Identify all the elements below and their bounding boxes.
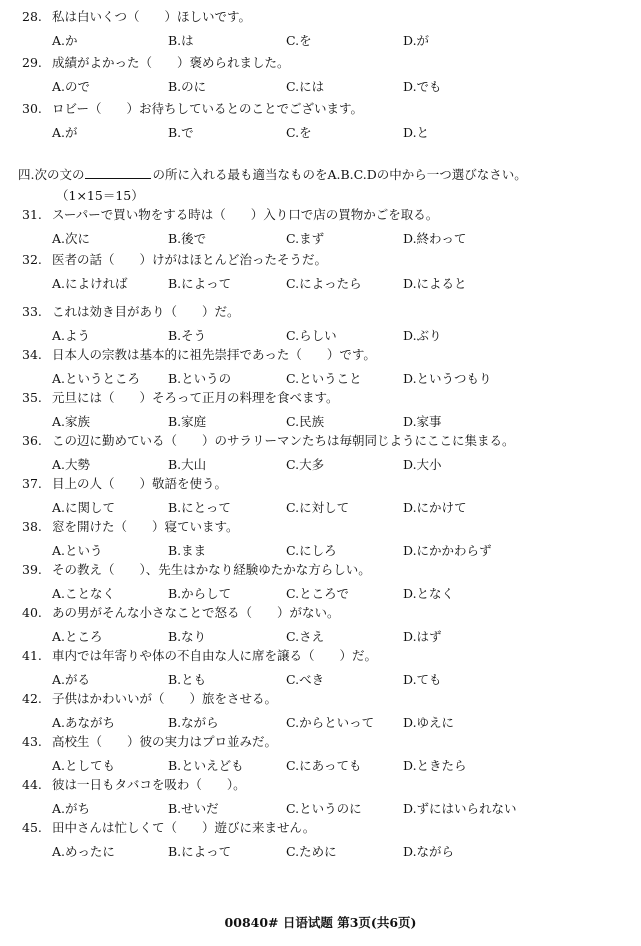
option-d: D.ても — [403, 672, 442, 687]
question-text: 私は白いくつ（ ）ほしいです。 — [52, 9, 252, 24]
option-c: C.を — [286, 33, 312, 48]
options-row — [0, 628, 641, 646]
option-d: D.にかけて — [403, 500, 467, 515]
option-a: A.という — [52, 543, 103, 558]
option-b: B.からして — [168, 586, 232, 601]
option-b: B.まま — [168, 543, 207, 558]
question-text: 子供はかわいいが（ ）旅をさせる。 — [52, 691, 278, 706]
option-d: D.となく — [403, 586, 455, 601]
option-c: C.からといって — [286, 715, 375, 730]
option-a: A.か — [52, 33, 78, 48]
options-row — [0, 32, 641, 50]
option-d: D.はず — [403, 629, 442, 644]
option-d: D.でも — [403, 79, 442, 94]
question-text: この辺に勤めている（ ）のサラリーマンたちは毎朝同じようにここに集まる。 — [52, 433, 515, 448]
option-d: D.ゆえに — [403, 715, 455, 730]
option-a: A.がち — [52, 801, 91, 816]
question-row — [0, 690, 641, 708]
question-number: 44. — [22, 777, 42, 792]
option-b: B.というの — [168, 371, 232, 386]
question-row — [0, 733, 641, 751]
options-row — [0, 499, 641, 517]
question-number: 30. — [22, 101, 42, 116]
question-number: 36. — [22, 433, 42, 448]
question-row — [0, 206, 641, 224]
question-text: 彼は一日もタバコを吸わ（ ）。 — [52, 777, 246, 792]
option-d: D.にかかわらず — [403, 543, 492, 558]
option-a: A.としても — [52, 758, 116, 773]
question-number: 43. — [22, 734, 42, 749]
options-row — [0, 671, 641, 689]
question-text: ロビー（ ）お待ちしているとのことでございます。 — [52, 101, 364, 116]
option-c: C.まず — [286, 231, 325, 246]
options-row — [0, 800, 641, 818]
option-b: B.は — [168, 33, 194, 48]
option-d: D.というつもり — [403, 371, 492, 386]
option-a: A.よう — [52, 328, 91, 343]
option-b: B.で — [168, 125, 194, 140]
option-c: C.ということ — [286, 371, 362, 386]
option-c: C.べき — [286, 672, 325, 687]
option-a: A.というところ — [52, 371, 141, 386]
question-text: あの男がそんな小さなことで怒る（ ）がない。 — [52, 605, 340, 620]
options-row — [0, 370, 641, 388]
question-row — [0, 251, 641, 269]
options-row — [0, 757, 641, 775]
option-b: B.後で — [168, 231, 207, 246]
section-heading — [0, 166, 641, 184]
option-a: A.次に — [52, 231, 91, 246]
option-b: B.大山 — [168, 457, 207, 472]
options-row — [0, 585, 641, 603]
question-row — [0, 389, 641, 407]
option-b: B.によって — [168, 276, 232, 291]
question-text: 日本人の宗教は基本的に祖先崇拝であった（ ）です。 — [52, 347, 376, 362]
question-row — [0, 54, 641, 72]
question-number: 40. — [22, 605, 42, 620]
option-b: B.のに — [168, 79, 207, 94]
options-row — [0, 542, 641, 560]
question-number: 32. — [22, 252, 42, 267]
option-d: D.ずにはいられない — [403, 801, 517, 816]
options-row — [0, 327, 641, 345]
option-c: C.らしい — [286, 328, 337, 343]
question-text: これは効き目があり（ ）だ。 — [52, 304, 240, 319]
options-row — [0, 78, 641, 96]
question-row — [0, 346, 641, 364]
question-number: 35. — [22, 390, 42, 405]
option-c: C.によったら — [286, 276, 362, 291]
blank-underline — [85, 167, 151, 179]
section-title-suffix: の所に入れる最も適当なものをA.B.C.Dの中から一つ選びなさい。 — [152, 167, 527, 182]
option-d: D.ながら — [403, 844, 455, 859]
question-row — [0, 475, 641, 493]
question-row — [0, 561, 641, 579]
option-c: C.にしろ — [286, 543, 337, 558]
options-row — [0, 714, 641, 732]
question-number: 37. — [22, 476, 42, 491]
page-footer: 00840# 日语试题 第3页(共6页) — [224, 915, 417, 930]
option-c: C.さえ — [286, 629, 325, 644]
option-b: B.ながら — [168, 715, 219, 730]
question-text: 窓を開けた（ ）寝ています。 — [52, 519, 239, 534]
question-number: 34. — [22, 347, 42, 362]
question-text: スーパーで買い物をする時は（ ）入り口で店の買物かごを取る。 — [52, 207, 439, 222]
options-row — [0, 413, 641, 431]
question-row — [0, 518, 641, 536]
option-c: C.を — [286, 125, 312, 140]
option-b: B.によって — [168, 844, 232, 859]
question-row — [0, 819, 641, 837]
option-d: D.によると — [403, 276, 467, 291]
question-number: 42. — [22, 691, 42, 706]
section-title-prefix: 四.次の文の — [18, 167, 85, 182]
options-row — [0, 843, 641, 861]
option-c: C.にあっても — [286, 758, 362, 773]
option-d: D.家事 — [403, 414, 442, 429]
question-text: 成績がよかった（ ）褒められました。 — [52, 55, 290, 70]
option-c: C.には — [286, 79, 325, 94]
option-c: C.民族 — [286, 414, 325, 429]
question-row — [0, 100, 641, 118]
option-b: B.といえども — [168, 758, 244, 773]
option-d: D.と — [403, 125, 430, 140]
option-a: A.が — [52, 125, 78, 140]
question-text: 車内では年寄りや体の不自由な人に席を譲る（ ）だ。 — [52, 648, 378, 663]
option-d: D.ときたら — [403, 758, 467, 773]
question-number: 31. — [22, 207, 42, 222]
option-d: D.が — [403, 33, 430, 48]
option-a: A.に関して — [52, 500, 116, 515]
option-d: D.終わって — [403, 231, 467, 246]
option-b: B.そう — [168, 328, 207, 343]
question-number: 29. — [22, 55, 42, 70]
question-row — [0, 604, 641, 622]
option-a: A.によければ — [52, 276, 128, 291]
option-a: A.家族 — [52, 414, 91, 429]
options-row — [0, 230, 641, 248]
option-a: A.めったに — [52, 844, 115, 859]
option-a: A.ので — [52, 79, 91, 94]
question-number: 45. — [22, 820, 42, 835]
option-a: A.あながち — [52, 715, 116, 730]
section-score-line — [0, 187, 641, 205]
option-b: B.とも — [168, 672, 207, 687]
question-number: 33. — [22, 304, 42, 319]
question-number: 28. — [22, 9, 42, 24]
option-c: C.ために — [286, 844, 337, 859]
question-number: 38. — [22, 519, 42, 534]
question-text: 高校生（ ）彼の実力はプロ並みだ。 — [52, 734, 278, 749]
option-a: A.大勢 — [52, 457, 91, 472]
question-row — [0, 432, 641, 450]
options-row — [0, 124, 641, 142]
option-d: D.大小 — [403, 457, 442, 472]
options-row — [0, 275, 641, 293]
question-row — [0, 647, 641, 665]
option-b: B.せいだ — [168, 801, 219, 816]
option-c: C.に対して — [286, 500, 350, 515]
option-d: D.ぶり — [403, 328, 442, 343]
option-a: A.ところ — [52, 629, 103, 644]
options-row — [0, 456, 641, 474]
question-text: 目上の人（ ）敬語を使う。 — [52, 476, 228, 491]
option-c: C.というのに — [286, 801, 362, 816]
question-text: 元旦には（ ）そろって正月の料理を食べます。 — [52, 390, 339, 405]
option-a: A.がる — [52, 672, 91, 687]
option-b: B.なり — [168, 629, 207, 644]
question-row — [0, 776, 641, 794]
question-number: 41. — [22, 648, 42, 663]
option-c: C.ところで — [286, 586, 349, 601]
option-a: A.ことなく — [52, 586, 116, 601]
section-score: （1×15＝15） — [56, 188, 144, 203]
question-row — [0, 8, 641, 26]
option-b: B.家庭 — [168, 414, 207, 429]
question-text: 田中さんは忙しくて（ ）遊びに来ません。 — [52, 820, 316, 835]
question-row — [0, 303, 641, 321]
option-c: C.大多 — [286, 457, 325, 472]
question-number: 39. — [22, 562, 42, 577]
question-text: 医者の話（ ）けがはほとんど治ったそうだ。 — [52, 252, 328, 267]
option-b: B.にとって — [168, 500, 231, 515]
question-text: その教え（ ）、先生はかなり経験ゆたかな方らしい。 — [52, 562, 371, 577]
